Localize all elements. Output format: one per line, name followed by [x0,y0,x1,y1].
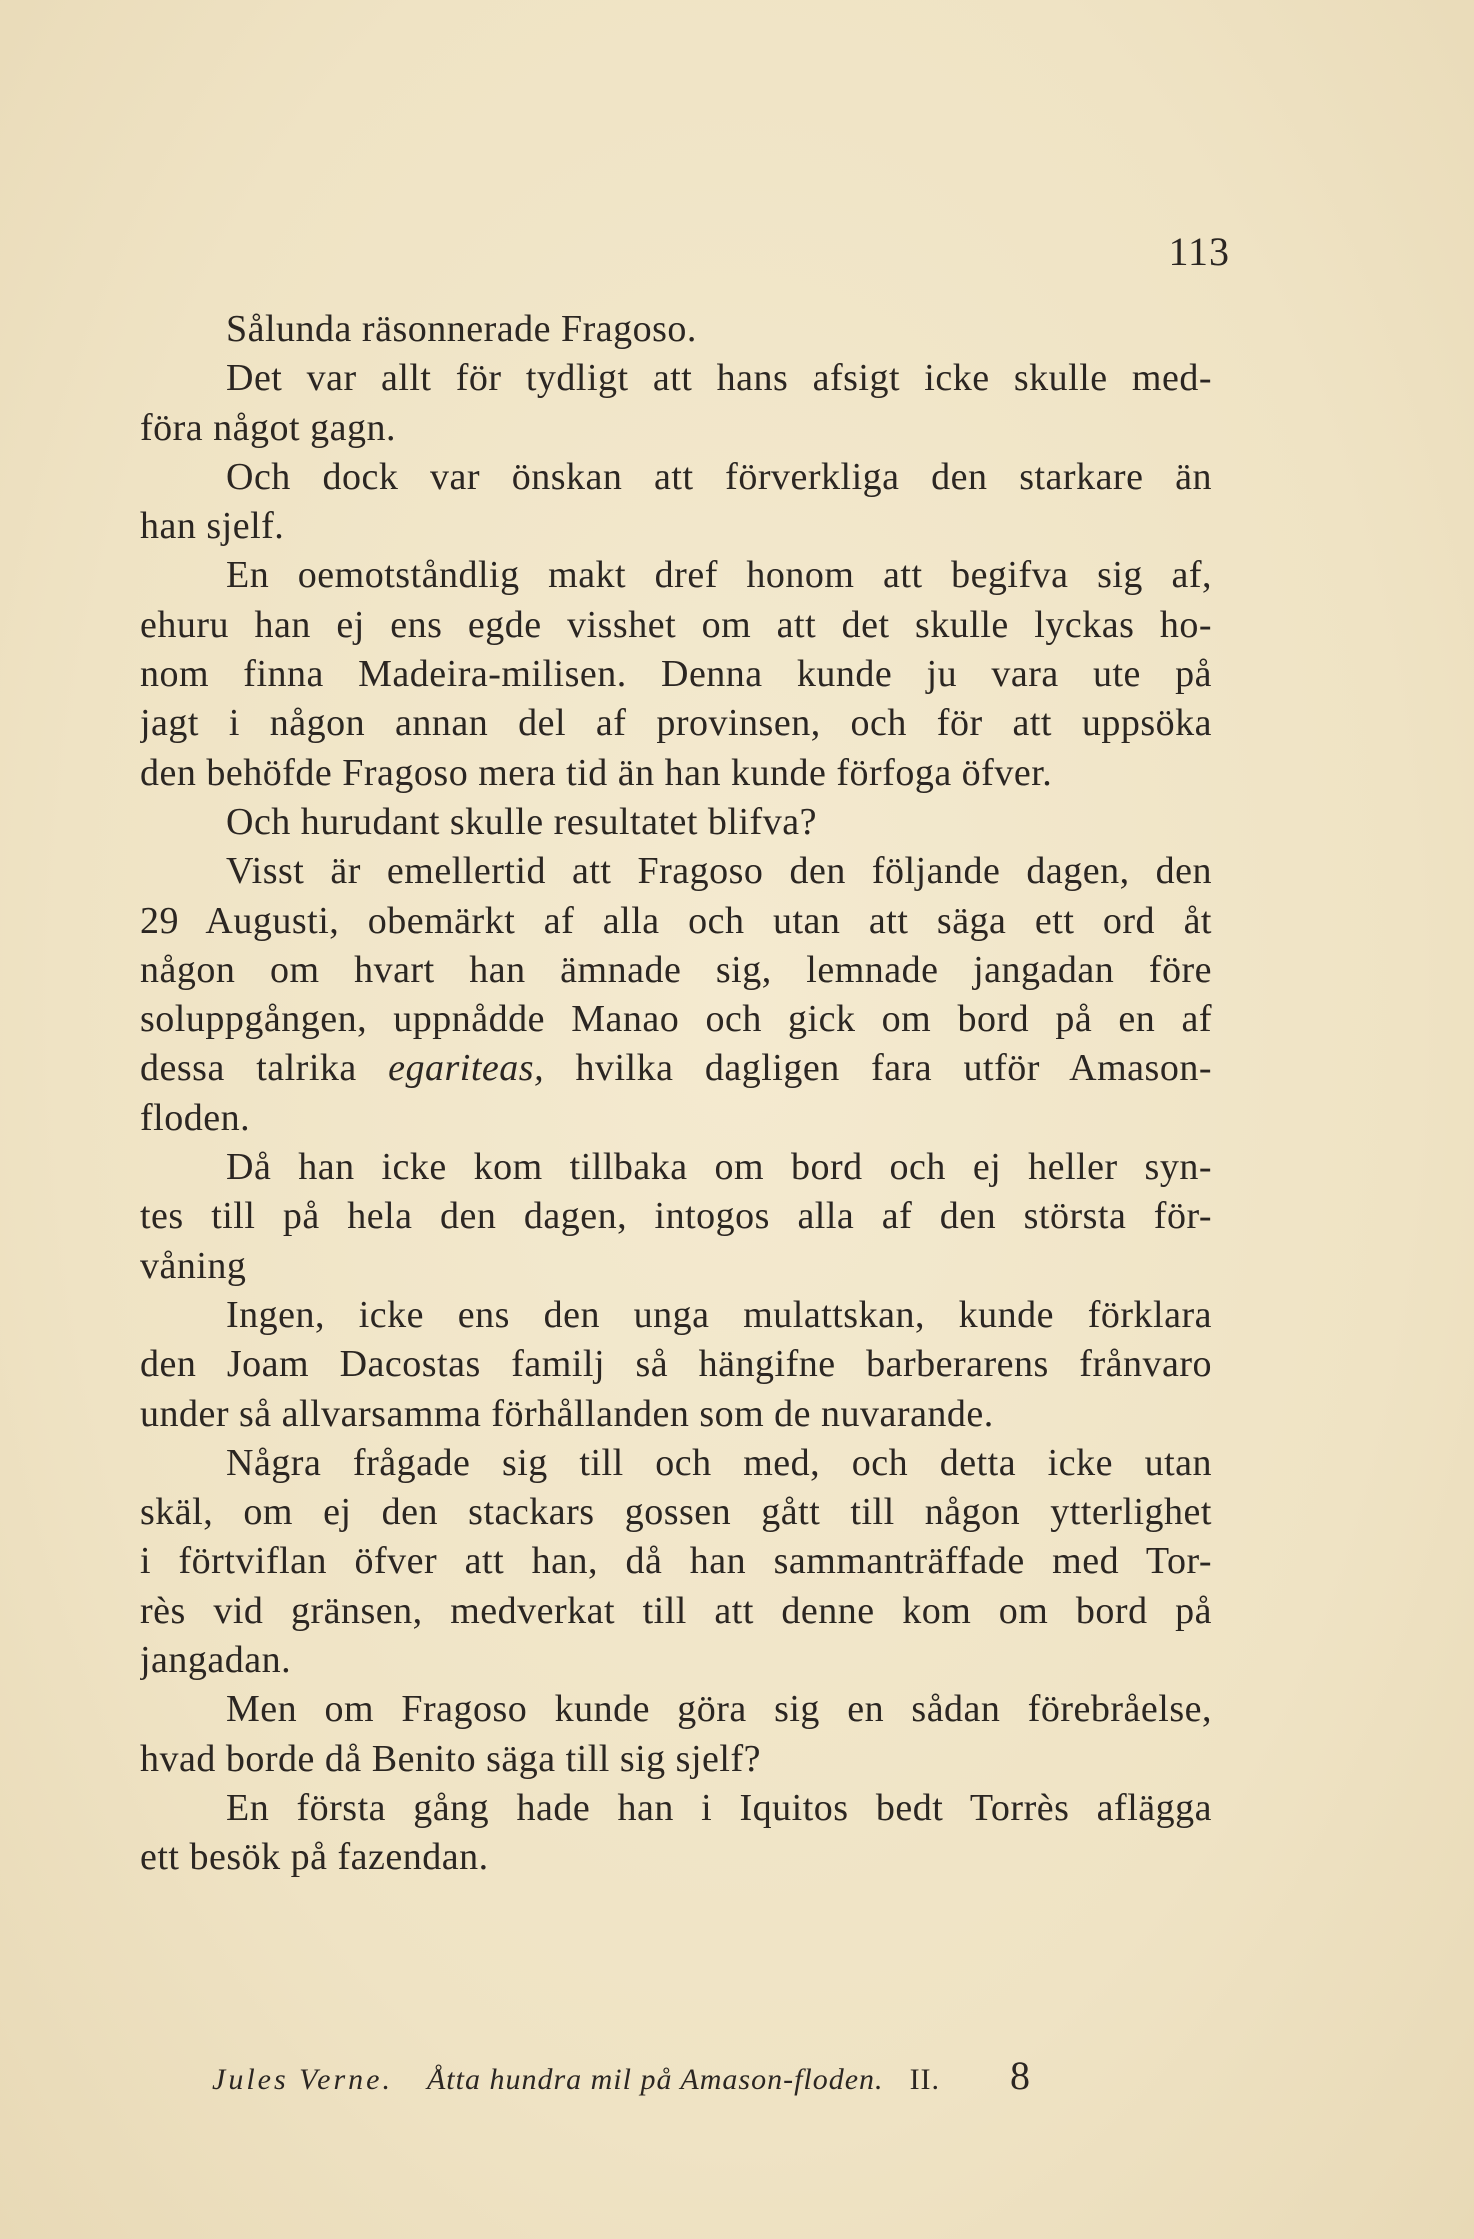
text-line: jangadan. [140,1639,292,1682]
text-line: våning [140,1244,247,1287]
footer-author: Jules Verne. [212,2063,393,2096]
page-footer [212,2052,1222,2112]
text-line: Och dock var önskan att förverkliga den starkare än [226,455,1212,498]
text-line: skäl, om ej den stackars gossen gått till någon ytterlighet [140,1491,1212,1534]
text-line: 29 Augusti, obemärkt af alla och utan att säga ett ord åt [140,899,1212,942]
text-line: ehuru han ej ens egde visshet om att det skulle lyckas ho- [140,603,1212,646]
text-line: tes till på hela den dagen, intogos alla af den största för- [140,1195,1212,1238]
text-segment: hvilka dagligen fara utför Amason- [544,1047,1212,1090]
text-line: Ingen, icke ens den unga mulattskan, kunde förklara [226,1293,1212,1336]
text-line: Men om Fragoso kunde göra sig en sådan förebråelse, [226,1688,1212,1731]
text-line: Det var allt för tydligt att hans afsigt icke skulle med- [226,357,1212,400]
text-line: Några frågade sig till och med, och detta icke utan [226,1441,1212,1484]
body-text [140,305,1212,1883]
text-line [140,1044,1212,1093]
footer-signature: 8 [1010,2053,1031,2098]
text-line: Sålunda räsonnerade Fragoso. [226,308,697,350]
text-line: En första gång hade han i Iquitos bedt Torrès aflägga [226,1786,1212,1829]
text-line: under så allvarsamma förhållanden som de nuvarande. [140,1392,994,1435]
text-line: Visst är emellertid att Fragoso den följande dagen, den [226,850,1212,893]
text-segment: dessa talrika [140,1047,389,1090]
text-line: soluppgången, uppnådde Manao och gick om bord på en af [140,998,1212,1041]
text-line: jagt i någon annan del af provinsen, och för att uppsöka [140,702,1212,745]
text-line: Och hurudant skulle resultatet blifva? [226,800,817,843]
text-line: ett besök på fazendan. [140,1836,489,1879]
text-line: hvad borde då Benito säga till sig sjelf? [140,1737,761,1780]
text-line: nom finna Madeira-milisen. Denna kunde ju vara ute på [140,653,1212,696]
italic-term: egariteas, [388,1047,545,1090]
text-line: den behöfde Fragoso mera tid än han kunde förfoga öfver. [140,751,1053,794]
footer-title: Åtta hundra mil på Amason-floden. [426,2063,884,2096]
footer-volume: II. [909,2063,941,2096]
text-line: En oemotståndlig makt dref honom att begifva sig af, [226,554,1212,597]
text-line: i förtviflan öfver att han, då han sammanträffade med Tor- [140,1540,1212,1583]
page-number: 113 [1168,229,1230,274]
text-line: föra något gagn. [140,406,396,449]
text-line: någon om hvart han ämnade sig, lemnade jangadan före [140,948,1212,991]
text-line: den Joam Dacostas familj så hängifne barberarens frånvaro [140,1343,1212,1386]
text-line: floden. [140,1096,251,1139]
text-line: rès vid gränsen, medverkat till att denne kom om bord på [140,1589,1212,1632]
text-line: han sjelf. [140,505,285,548]
text-line: Då han icke kom tillbaka om bord och ej heller syn- [226,1146,1212,1189]
